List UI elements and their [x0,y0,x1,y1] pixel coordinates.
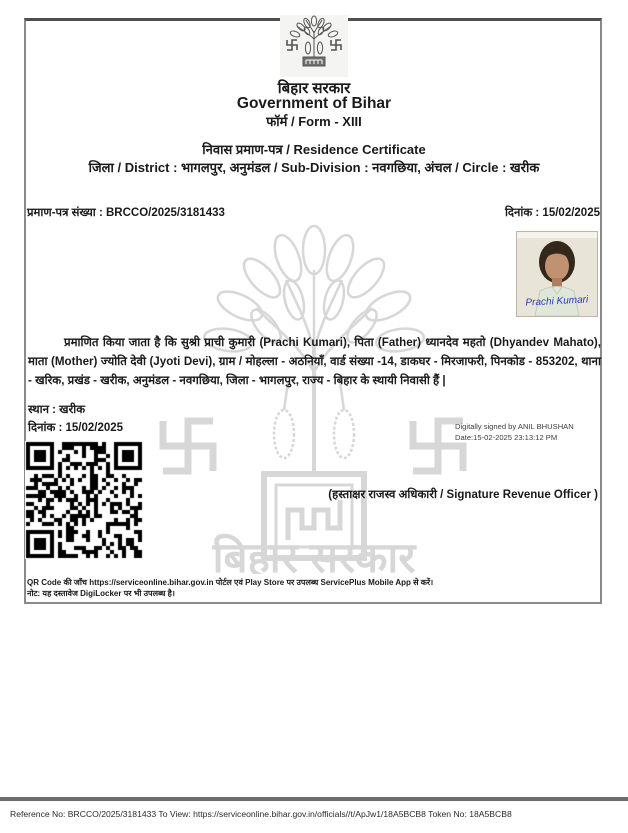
certificate-number: प्रमाण-पत्र संख्या : BRCCO/2025/3181433 [27,207,225,219]
footer-reference-line: Reference No: BRCCO/2025/3181433 To View: https://serviceonline.bihar.gov.in/officials//t/ApJw1/18A5BCB8 Token No: 18A5BCB8 [10,809,512,819]
certificate-date: दिनांक : 15/02/2025 [504,207,600,219]
portrait-image [517,232,597,316]
form-number: फॉर्म / Form - XIII [266,114,362,129]
digital-signature-date: Date:15-02-2025 23:13:12 PM [455,433,558,442]
footer-divider [0,797,628,801]
revenue-officer-signature-line: (हस्ताक्षर राजस्व अधिकारी / Signature Revenue Officer ) [328,489,598,501]
qr-code [25,441,143,559]
watermark-text: बिहार सरकार [212,534,416,574]
digital-signature-name: Digitally signed by ANIL BHUSHAN [455,422,574,431]
digital-signature-block [455,421,574,443]
certificate-body-text: प्रमाणित किया जाता है कि सुश्री प्राची कुमारी (Prachi Kumari), पिता (Father) ध्यानदेव महतो (Dhyandev Mahato), माता (Mother) ज्योति देवी (Jyoti Devi), ग्राम / मोहल्ला - अठनियाँ, वार्ड संख्या -14, डाकघर - मिरजाफरी, पिनकोड - 853202, थाना - खरिक, प्रखंड - खरीक, अनुमंडल - नवगछिया, जिला - भागलपुर, राज्य - बिहार के स्थायी निवासी हैं | [28,336,601,387]
district-line: जिला / District : भागलपुर, अनुमंडल / Sub-Division : नवगछिया, अंचल / Circle : खरीक [88,160,540,175]
place-line: स्थान : खरीक [28,404,86,416]
qr-verification-note: QR Code की जाँच https://serviceonline.bihar.gov.in पोर्टल एवं Play Store पर उपलब्ध ServicePlus Mobile App से करें। [27,578,434,587]
document-title: निवास प्रमाण-पत्र / Residence Certificate [202,142,426,157]
applicant-photo [516,231,598,317]
title-hindi: बिहार सरकार [277,80,351,97]
certificate-number-row [27,205,600,220]
digilocker-note: नोट: यह दस्तावेज DigiLocker पर भी उपलब्ध है। [27,589,175,598]
emblem-graphic [280,15,348,77]
photo-signature: Prachi Kumari [525,294,589,309]
title-english: Government of Bihar [236,95,392,112]
bihar-government-emblem [280,15,348,77]
issue-date-line: दिनांक : 15/02/2025 [28,422,124,434]
